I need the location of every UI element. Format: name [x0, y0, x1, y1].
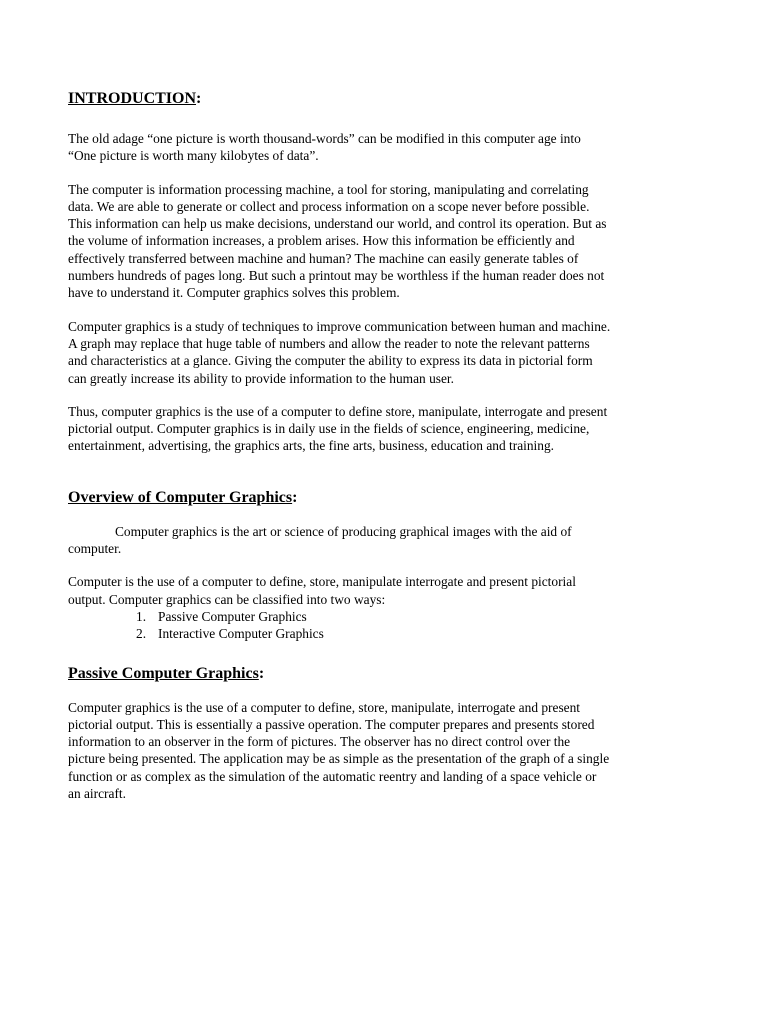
- introduction-heading-colon: :: [196, 90, 202, 107]
- passive-graphics-paragraph: Computer graphics is the use of a computer to define, store, manipulate, interrogate and present pictorial output. This is essentially a passive operation. The computer prepares and presents stored information to an observer in the form of pictures. The observer has no direct control over the picture being presented. The application may be as simple as the presentation of the graph of a single function or as complex as the simulation of the automatic reentry and landing of a space vehicle or an aircraft.: [68, 699, 610, 802]
- overview-heading: [68, 487, 708, 509]
- document-page: [68, 88, 708, 802]
- intro-paragraph-3: Computer graphics is a study of techniques to improve communication between human and machine. A graph may replace that huge table of numbers and allow the reader to note the relevant patterns and characteristics at a glance. Giving the computer the ability to express its data in pictorial form can greatly increase its ability to provide information to the human user.: [68, 318, 611, 386]
- list-item-number: 2.: [136, 626, 147, 642]
- intro-paragraph-4: Thus, computer graphics is the use of a computer to define store, manipulate, interrogate and present pictorial output. Computer graphics is in daily use in the fields of science, engineering, medicine, entertainment, advertising, the graphics arts, the fine arts, business, education and training.: [68, 403, 608, 454]
- list-item-number: 1.: [136, 608, 147, 624]
- introduction-heading: [68, 88, 708, 110]
- list-item-text: Interactive Computer Graphics: [158, 626, 324, 642]
- graphics-types-list: [68, 608, 708, 643]
- overview-heading-colon: :: [292, 488, 298, 506]
- passive-graphics-heading: [68, 663, 708, 685]
- overview-heading-text: Overview of Computer Graphics: [68, 488, 293, 506]
- list-item-text: Passive Computer Graphics: [158, 608, 307, 624]
- list-item: [68, 608, 708, 625]
- overview-paragraph-1: Computer graphics is the art or science of producing graphical images with the aid of computer.: [68, 523, 572, 557]
- passive-graphics-heading-colon: :: [258, 664, 265, 682]
- overview-paragraph-2: Computer is the use of a computer to define, store, manipulate interrogate and present pictorial output. Computer graphics can be classified into two ways:: [68, 574, 576, 607]
- passive-graphics-heading-text: Passive Computer Graphics: [68, 664, 259, 682]
- list-item: [68, 625, 708, 642]
- intro-paragraph-2: The computer is information processing machine, a tool for storing, manipulating and correlating data. We are able to generate or collect and process information on a scope never before possible. This information can help us make decisions, understand our world, and control its operation. But as the volume of information increases, a problem arises. How this information be efficiently and effectively transferred between machine and human? The machine can easily generate tables of numbers hundreds of pages long. But such a printout may be worthless if the human reader does not have to understand it. Computer graphics solves this problem.: [68, 181, 607, 301]
- intro-paragraph-1: The old adage “one picture is worth thousand-words” can be modified in this computer age into “One picture is worth many kilobytes of data”.: [68, 131, 581, 164]
- introduction-heading-text: INTRODUCTION: [68, 90, 197, 107]
